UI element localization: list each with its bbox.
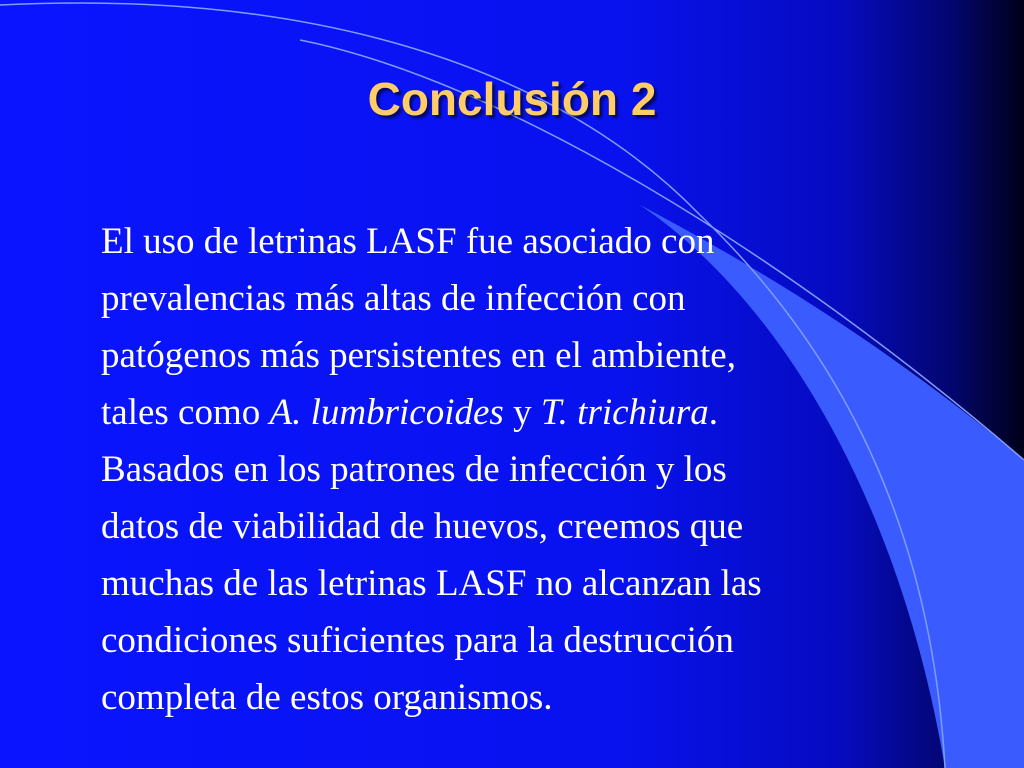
slide-body-text [101, 213, 931, 726]
slide-title: Conclusión 2 [367, 73, 657, 125]
body-line-7: muchas de las letrinas LASF no alcanzan las [101, 563, 762, 604]
body-line-8: condiciones suficientes para la destrucción [101, 620, 734, 661]
species-name-1: A. lumbricoides [269, 392, 504, 433]
body-line-6: datos de viabilidad de huevos, creemos que [101, 506, 744, 547]
species-line-suffix: . [708, 392, 718, 433]
body-line-3: patógenos más persistentes en el ambiente, [101, 335, 736, 376]
body-line-4 [101, 384, 931, 441]
species-name-2: T. trichiura [540, 392, 709, 433]
body-line-2: prevalencias más altas de infección con [101, 278, 686, 319]
species-line-prefix: tales como [101, 392, 270, 433]
species-line-conjunction: y [503, 392, 541, 433]
body-line-5: Basados en los patrones de infección y los [101, 449, 727, 490]
body-line-1: El uso de letrinas LASF fue asociado con [101, 221, 715, 262]
body-line-9: completa de estos organismos. [101, 677, 553, 718]
